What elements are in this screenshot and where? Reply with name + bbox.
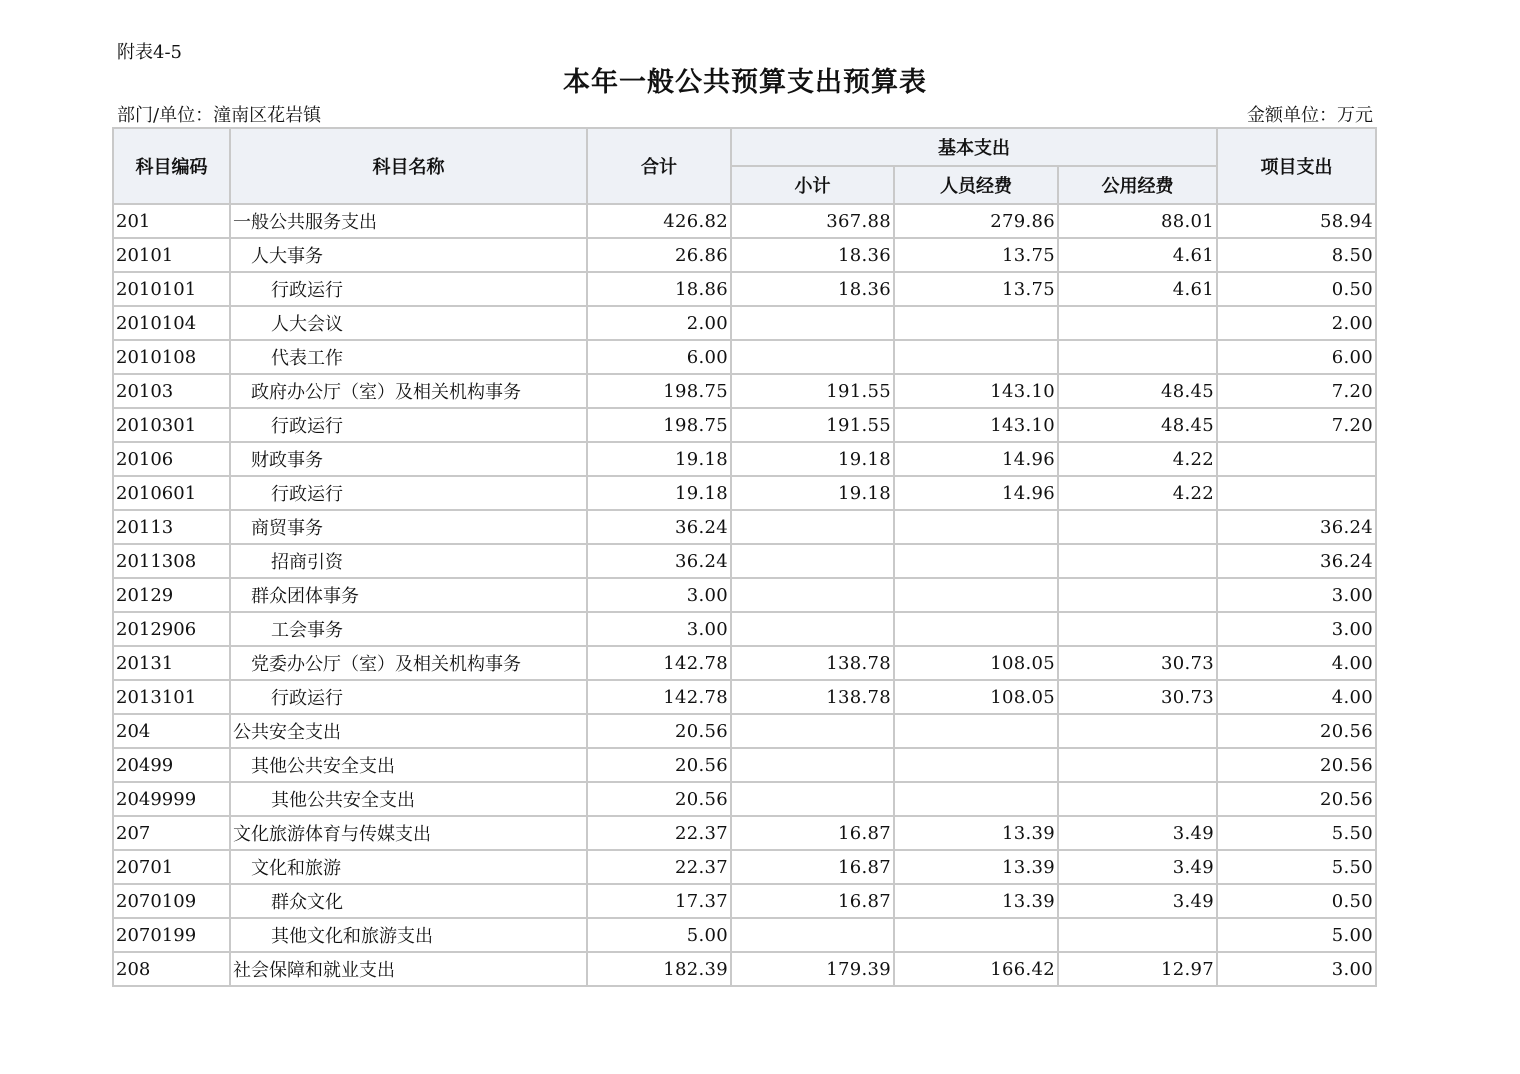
cell-personnel: 143.10 (894, 374, 1058, 408)
cell-public (1058, 340, 1217, 374)
cell-total: 19.18 (587, 442, 731, 476)
cell-name: 人大事务 (230, 238, 587, 272)
cell-project (1217, 476, 1376, 510)
cell-project: 4.00 (1217, 646, 1376, 680)
cell-subtotal: 367.88 (731, 204, 894, 238)
cell-public: 88.01 (1058, 204, 1217, 238)
cell-name: 其他文化和旅游支出 (230, 918, 587, 952)
cell-project: 5.50 (1217, 850, 1376, 884)
cell-personnel (894, 306, 1058, 340)
cell-code: 2011308 (113, 544, 230, 578)
cell-public: 48.45 (1058, 408, 1217, 442)
amount-unit-label: 金额单位：万元 (1247, 105, 1373, 126)
cell-name: 行政运行 (230, 272, 587, 306)
table-row (113, 884, 1376, 918)
cell-project: 3.00 (1217, 952, 1376, 986)
cell-personnel: 108.05 (894, 646, 1058, 680)
cell-name: 行政运行 (230, 408, 587, 442)
cell-personnel (894, 612, 1058, 646)
table-row (113, 272, 1376, 306)
cell-code: 208 (113, 952, 230, 986)
header-project: 项目支出 (1217, 128, 1376, 204)
cell-total: 5.00 (587, 918, 731, 952)
cell-public (1058, 782, 1217, 816)
cell-code: 2070199 (113, 918, 230, 952)
cell-code: 20103 (113, 374, 230, 408)
cell-total: 18.86 (587, 272, 731, 306)
cell-project: 4.00 (1217, 680, 1376, 714)
cell-personnel (894, 782, 1058, 816)
table-row (113, 238, 1376, 272)
cell-subtotal (731, 714, 894, 748)
cell-public: 4.61 (1058, 238, 1217, 272)
cell-name: 党委办公厅（室）及相关机构事务 (230, 646, 587, 680)
cell-total: 20.56 (587, 714, 731, 748)
table-row (113, 714, 1376, 748)
cell-project: 20.56 (1217, 782, 1376, 816)
cell-project (1217, 442, 1376, 476)
cell-name: 群众团体事务 (230, 578, 587, 612)
cell-code: 20106 (113, 442, 230, 476)
cell-project: 8.50 (1217, 238, 1376, 272)
cell-total: 426.82 (587, 204, 731, 238)
cell-name: 其他公共安全支出 (230, 748, 587, 782)
cell-name: 公共安全支出 (230, 714, 587, 748)
cell-total: 142.78 (587, 646, 731, 680)
cell-project: 5.50 (1217, 816, 1376, 850)
cell-total: 20.56 (587, 782, 731, 816)
cell-subtotal: 18.36 (731, 238, 894, 272)
table-header (113, 128, 1376, 204)
cell-subtotal (731, 748, 894, 782)
cell-public: 48.45 (1058, 374, 1217, 408)
table-row (113, 578, 1376, 612)
cell-code: 20101 (113, 238, 230, 272)
cell-project: 2.00 (1217, 306, 1376, 340)
budget-table (112, 127, 1377, 987)
table-row (113, 918, 1376, 952)
cell-code: 2013101 (113, 680, 230, 714)
cell-project: 7.20 (1217, 374, 1376, 408)
cell-public: 4.22 (1058, 476, 1217, 510)
cell-code: 20113 (113, 510, 230, 544)
cell-public (1058, 918, 1217, 952)
cell-name: 商贸事务 (230, 510, 587, 544)
table-row (113, 510, 1376, 544)
cell-subtotal: 191.55 (731, 374, 894, 408)
cell-name: 招商引资 (230, 544, 587, 578)
cell-total: 36.24 (587, 510, 731, 544)
cell-code: 20129 (113, 578, 230, 612)
table-row (113, 476, 1376, 510)
cell-total: 142.78 (587, 680, 731, 714)
cell-public (1058, 748, 1217, 782)
cell-code: 2010104 (113, 306, 230, 340)
cell-subtotal (731, 782, 894, 816)
cell-personnel (894, 748, 1058, 782)
cell-subtotal: 16.87 (731, 850, 894, 884)
cell-public: 3.49 (1058, 816, 1217, 850)
cell-name: 人大会议 (230, 306, 587, 340)
cell-personnel (894, 510, 1058, 544)
cell-total: 22.37 (587, 850, 731, 884)
cell-total: 2.00 (587, 306, 731, 340)
table-row (113, 748, 1376, 782)
cell-public: 3.49 (1058, 884, 1217, 918)
cell-public: 4.22 (1058, 442, 1217, 476)
table-row (113, 680, 1376, 714)
table-row (113, 204, 1376, 238)
cell-name: 群众文化 (230, 884, 587, 918)
cell-personnel: 108.05 (894, 680, 1058, 714)
cell-public: 12.97 (1058, 952, 1217, 986)
cell-project: 20.56 (1217, 714, 1376, 748)
cell-subtotal (731, 510, 894, 544)
header-subtotal: 小计 (731, 166, 894, 204)
cell-public: 4.61 (1058, 272, 1217, 306)
cell-subtotal (731, 544, 894, 578)
page-title: 本年一般公共预算支出预算表 (563, 67, 927, 98)
cell-code: 2049999 (113, 782, 230, 816)
cell-public (1058, 612, 1217, 646)
cell-project: 3.00 (1217, 612, 1376, 646)
cell-subtotal: 19.18 (731, 442, 894, 476)
cell-code: 20499 (113, 748, 230, 782)
table-row (113, 408, 1376, 442)
cell-name: 财政事务 (230, 442, 587, 476)
cell-public (1058, 714, 1217, 748)
cell-name: 文化旅游体育与传媒支出 (230, 816, 587, 850)
cell-code: 2012906 (113, 612, 230, 646)
cell-code: 20701 (113, 850, 230, 884)
cell-personnel: 13.39 (894, 884, 1058, 918)
cell-project: 20.56 (1217, 748, 1376, 782)
cell-personnel: 13.39 (894, 816, 1058, 850)
cell-name: 一般公共服务支出 (230, 204, 587, 238)
cell-subtotal: 19.18 (731, 476, 894, 510)
cell-name: 政府办公厅（室）及相关机构事务 (230, 374, 587, 408)
header-code: 科目编码 (113, 128, 230, 204)
cell-total: 3.00 (587, 612, 731, 646)
cell-code: 207 (113, 816, 230, 850)
table-row (113, 374, 1376, 408)
cell-personnel: 14.96 (894, 442, 1058, 476)
cell-public (1058, 578, 1217, 612)
cell-project: 3.00 (1217, 578, 1376, 612)
cell-total: 20.56 (587, 748, 731, 782)
cell-total: 182.39 (587, 952, 731, 986)
cell-subtotal: 16.87 (731, 884, 894, 918)
table-row (113, 544, 1376, 578)
table-row (113, 612, 1376, 646)
cell-public (1058, 306, 1217, 340)
cell-personnel: 14.96 (894, 476, 1058, 510)
cell-personnel (894, 578, 1058, 612)
cell-total: 3.00 (587, 578, 731, 612)
cell-personnel (894, 918, 1058, 952)
cell-subtotal: 16.87 (731, 816, 894, 850)
table-row (113, 816, 1376, 850)
cell-code: 2010101 (113, 272, 230, 306)
header-total: 合计 (587, 128, 731, 204)
cell-code: 201 (113, 204, 230, 238)
cell-total: 19.18 (587, 476, 731, 510)
cell-subtotal (731, 340, 894, 374)
cell-personnel: 13.75 (894, 272, 1058, 306)
cell-public (1058, 510, 1217, 544)
table-body (113, 204, 1376, 986)
cell-code: 2010301 (113, 408, 230, 442)
cell-code: 2010601 (113, 476, 230, 510)
table-row (113, 850, 1376, 884)
cell-personnel (894, 544, 1058, 578)
cell-project: 36.24 (1217, 510, 1376, 544)
cell-subtotal (731, 306, 894, 340)
cell-subtotal: 138.78 (731, 646, 894, 680)
cell-project: 0.50 (1217, 272, 1376, 306)
cell-project: 58.94 (1217, 204, 1376, 238)
cell-name: 工会事务 (230, 612, 587, 646)
annex-label: 附表4-5 (117, 42, 182, 63)
table-row (113, 340, 1376, 374)
table-row (113, 306, 1376, 340)
cell-total: 36.24 (587, 544, 731, 578)
cell-project: 36.24 (1217, 544, 1376, 578)
cell-code: 204 (113, 714, 230, 748)
cell-name: 代表工作 (230, 340, 587, 374)
header-name: 科目名称 (230, 128, 587, 204)
header-personnel: 人员经费 (894, 166, 1058, 204)
cell-subtotal (731, 578, 894, 612)
cell-subtotal: 138.78 (731, 680, 894, 714)
cell-name: 文化和旅游 (230, 850, 587, 884)
cell-personnel (894, 340, 1058, 374)
cell-subtotal: 179.39 (731, 952, 894, 986)
header-public: 公用经费 (1058, 166, 1217, 204)
department-label: 部门/单位：潼南区花岩镇 (117, 105, 322, 126)
cell-project: 0.50 (1217, 884, 1376, 918)
cell-public: 30.73 (1058, 680, 1217, 714)
cell-name: 行政运行 (230, 476, 587, 510)
cell-subtotal: 191.55 (731, 408, 894, 442)
cell-personnel: 166.42 (894, 952, 1058, 986)
cell-project: 5.00 (1217, 918, 1376, 952)
cell-total: 22.37 (587, 816, 731, 850)
cell-project: 6.00 (1217, 340, 1376, 374)
header-basic: 基本支出 (731, 128, 1217, 166)
cell-project: 7.20 (1217, 408, 1376, 442)
cell-total: 26.86 (587, 238, 731, 272)
cell-code: 2010108 (113, 340, 230, 374)
table-row (113, 782, 1376, 816)
cell-name: 社会保障和就业支出 (230, 952, 587, 986)
cell-subtotal (731, 612, 894, 646)
cell-public (1058, 544, 1217, 578)
cell-total: 198.75 (587, 408, 731, 442)
cell-code: 2070109 (113, 884, 230, 918)
cell-total: 198.75 (587, 374, 731, 408)
cell-name: 其他公共安全支出 (230, 782, 587, 816)
cell-name: 行政运行 (230, 680, 587, 714)
cell-subtotal (731, 918, 894, 952)
cell-personnel: 13.39 (894, 850, 1058, 884)
cell-public: 30.73 (1058, 646, 1217, 680)
cell-personnel: 279.86 (894, 204, 1058, 238)
cell-public: 3.49 (1058, 850, 1217, 884)
cell-total: 6.00 (587, 340, 731, 374)
cell-code: 20131 (113, 646, 230, 680)
table-row (113, 952, 1376, 986)
cell-subtotal: 18.36 (731, 272, 894, 306)
cell-total: 17.37 (587, 884, 731, 918)
cell-personnel: 143.10 (894, 408, 1058, 442)
table-row (113, 646, 1376, 680)
cell-personnel (894, 714, 1058, 748)
table-row (113, 442, 1376, 476)
cell-personnel: 13.75 (894, 238, 1058, 272)
